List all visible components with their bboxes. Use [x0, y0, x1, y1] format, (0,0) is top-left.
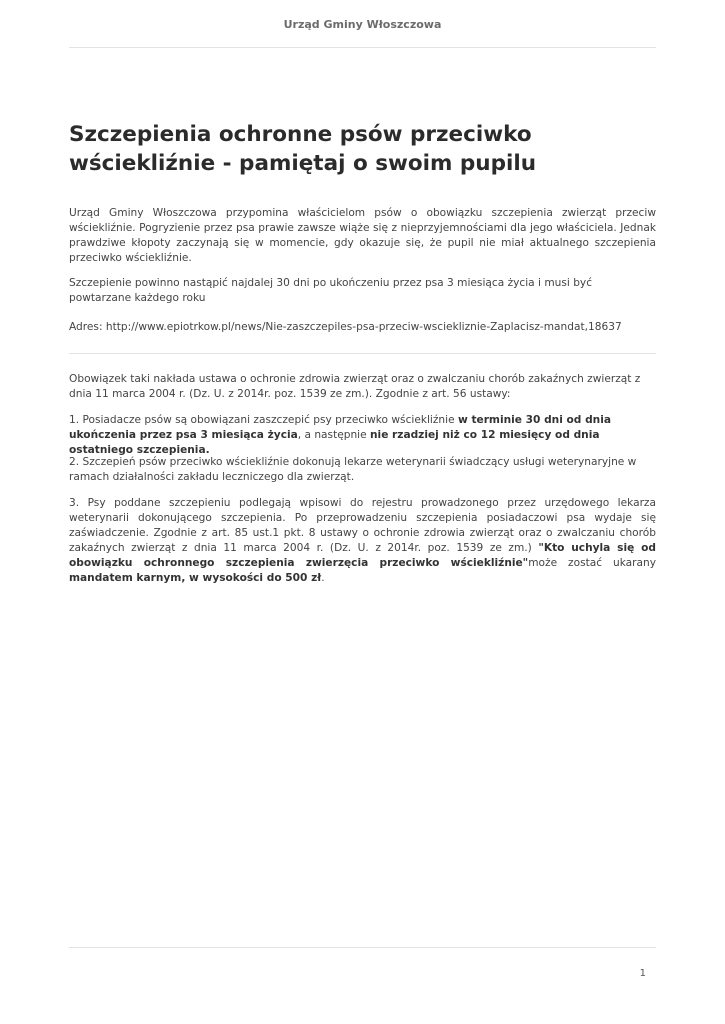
- law-point-3-quote: "Kto uchyla się od obowiązku ochronnego szczepienia zwierzęcia przeciwko wściekliźnie": [69, 542, 656, 569]
- law-point-1-frequency: nie rzadziej niż co 12 miesięcy od dnia ostatniego szczepienia.: [69, 429, 600, 456]
- content-divider: [69, 353, 656, 354]
- law-point-3-penalty: mandatem karnym, w wysokości do 500 zł: [69, 572, 322, 584]
- law-point-3-end: .: [321, 572, 325, 584]
- law-point-3-connector: może zostać ukarany: [528, 557, 656, 569]
- article-title: Szczepienia ochronne psów przeciwko wściekliźnie - pamiętaj o swoim pupilu: [69, 122, 537, 176]
- law-point-2: 2. Szczepień psów przeciwko wściekliźnie dokonują lekarze weterynarii świadczący usługi weterynaryjne w ramach działalności zakładu leczniczego dla zwierząt.: [69, 456, 637, 483]
- footer-divider: [69, 947, 656, 948]
- law-point-3: [69, 496, 656, 586]
- page-number: 1: [639, 968, 646, 979]
- site-header-title: Urząd Gminy Włoszczowa: [283, 18, 442, 31]
- law-point-1-text: 1. Posiadacze psów są obowiązani zaszczepić psy przeciwko wściekliźnie: [69, 414, 458, 426]
- source-address: Adres: http://www.epiotrkow.pl/news/Nie-zaszczepiles-psa-przeciw-wsciekliznie-Zaplacisz-mandat,18637: [69, 321, 622, 333]
- law-point-1-deadline: w terminie 30 dni od dnia ukończenia przez psa 3 miesiąca życia: [69, 414, 611, 441]
- header-divider: [69, 47, 656, 48]
- law-point-3-text: 3. Psy poddane szczepieniu podlegają wpisowi do rejestru prowadzonego przez urzędowego lekarza weterynarii dokonującego szczepienia. Po przeprowadzeniu szczepienia posiadaczowi psa wydaje się zaświadczenie. Zgodnie z art. 85 ust.1 pkt. 8 ustawy o ochronie zdrowia zwierząt oraz o zwalczaniu chorób zakaźnych zwierząt z dnia 11 marca 2004 r. (Dz. U. z 2014r. poz. 1539 ze zm.): [69, 497, 656, 554]
- law-point-1: [69, 413, 656, 458]
- vaccination-timing-paragraph: Szczepienie powinno nastąpić najdalej 30 dni po ukończeniu przez psa 3 miesiąca życia i musi być powtarzane każdego roku: [69, 277, 593, 304]
- article-intro: Urząd Gminy Włoszczowa przypomina właścicielom psów o obowiązku szczepienia zwierząt przeciw wściekliźnie. Pogryzienie przez psa prawie zawsze wiąże się z nieprzyjemnościami dla jego właściciela. Jednak prawdziwe kłopoty zaczynają się w momencie, gdy okazuje się, że pupil nie miał aktualnego szczepienia przeciwko wściekliźnie.: [69, 207, 656, 264]
- law-point-1-connector: , a następnie: [297, 429, 371, 441]
- law-intro-paragraph: Obowiązek taki nakłada ustawa o ochronie zdrowia zwierząt oraz o zwalczaniu chorób zakaźnych zwierząt z dnia 11 marca 2004 r. (Dz. U. z 2014r. poz. 1539 ze zm.). Zgodnie z art. 56 ustawy:: [69, 373, 641, 400]
